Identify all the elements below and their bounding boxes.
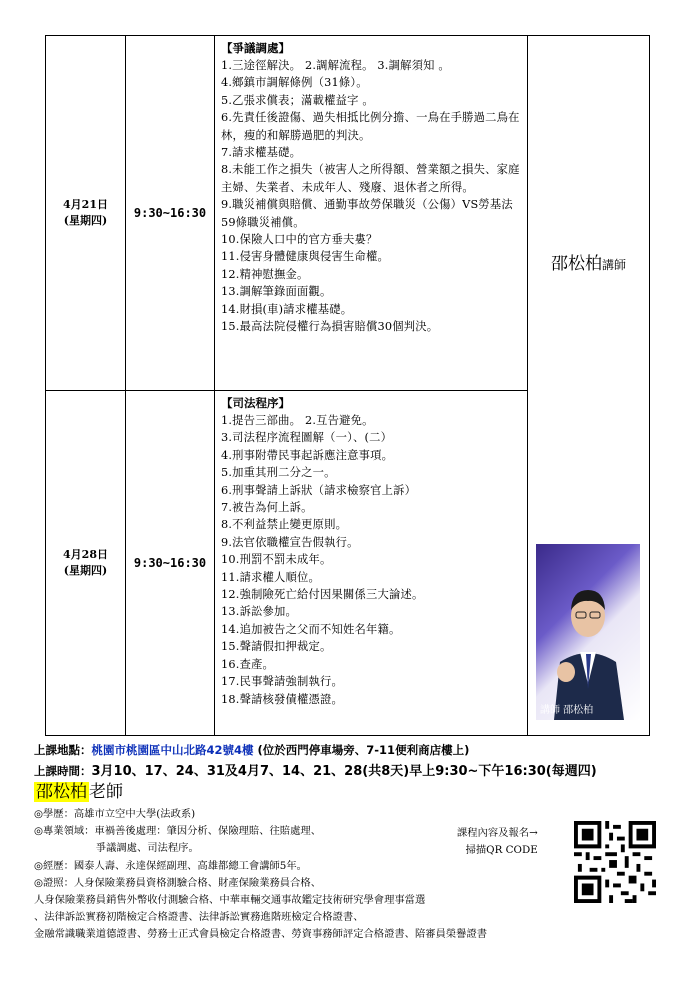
- topic-item: 18.聲請核發債權憑證。: [221, 692, 344, 706]
- topic-item: 13.調解筆錄面面觀。: [221, 285, 332, 299]
- session-date: 4月28日: [63, 548, 108, 561]
- instructor-photo: [536, 544, 640, 720]
- session-time: 9:30~16:30: [126, 391, 215, 736]
- topic-item: 5.加重其刑二分之一。: [221, 466, 336, 480]
- topic-item: 14.財損(車)請求權基礎。: [221, 302, 353, 316]
- topic-item: 9.法官依職權宣告假執行。: [221, 535, 359, 549]
- instructor-title: 講師: [601, 258, 626, 272]
- session-heading: 【爭議調處】: [221, 41, 290, 55]
- topic-item: 15.最高法院侵權行為損害賠償30個判決。: [221, 320, 439, 334]
- bio-line: ◎證照：人身保險業務員資格測驗合格、財產保險業務員合格、: [34, 876, 321, 889]
- teacher-bio: [34, 806, 654, 944]
- instructor-name: 邵松柏: [550, 254, 602, 274]
- instructor-label: [528, 249, 649, 274]
- session-weekday: (星期四): [63, 564, 108, 577]
- topic-item: 9.職災補償與賠償、通勤事故勞保職災（公傷）VS勞基法59條職災補償。: [221, 198, 513, 229]
- topic-item: 12.強制險死亡給付因果關係三大論述。: [221, 588, 424, 602]
- topic-item: 14.追加被告之父而不知姓名年籍。: [221, 622, 401, 636]
- instructor-cell: [528, 36, 650, 736]
- schedule-label: 上課時間：: [34, 764, 92, 778]
- session-date: 4月21日: [63, 198, 108, 211]
- topic-item: 6.刑事聲請上訴狀（請求檢察官上訴）: [221, 483, 417, 497]
- session-weekday: (星期四): [63, 214, 108, 227]
- bio-line: ◎專業領域：車禍善後處理：肇因分析、保險理賠、往賠處理、: [34, 825, 321, 838]
- topic-item: 12.精神慰撫金。: [221, 267, 309, 281]
- qr-note: [457, 825, 538, 859]
- topic-item: 1.提告三部曲。 2.互告避免。: [221, 414, 374, 427]
- session-time: 9:30~16:30: [126, 36, 215, 391]
- session-topics-cell: [215, 36, 528, 391]
- instructor-portrait: [536, 544, 640, 720]
- topic-item: 11.請求權人順位。: [221, 570, 321, 584]
- topic-item: 17.民事聲請強制執行。: [221, 675, 344, 689]
- bio-line: 、法律訴訟實務初階檢定合格證書、法律訴訟實務進階班檢定合格證書、: [34, 911, 364, 924]
- topic-item: 4.刑事附帶民事起訴應注意事項。: [221, 448, 394, 462]
- topic-item: 11.侵害身體健康與侵害生命權。: [221, 250, 390, 264]
- bio-line: 人身保險業務員銷售外幣收付測驗合格、中華車輛交通事故鑑定技術研究學會理事當選: [34, 894, 426, 907]
- topic-item: 1.三途徑解決。 2.調解流程。 3.調解須知 。: [221, 59, 450, 72]
- qr-note-line: 掃描QR CODE: [465, 844, 538, 856]
- topic-item: 6.先責任後證傷、過失相抵比例分擔、一鳥在手勝過二鳥在林，瘦的和解勝過肥的判決。: [221, 111, 520, 142]
- topic-item: 5.乙張求償表；滿載權益字 。: [221, 93, 374, 107]
- photo-caption: 講師 邵松柏: [540, 705, 594, 716]
- bio-line: 金融常識職業道德證書、勞務士正式會員檢定合格證書、勞資事務師評定合格證書、陪審員榮譽證書: [34, 928, 488, 941]
- bio-line: 爭議調處、司法程序。: [34, 842, 199, 855]
- teacher-name: 邵松柏: [36, 782, 87, 802]
- topic-item: 4.鄉鎮市調解條例（31條）。: [221, 76, 368, 90]
- qr-note-line: 課程內容及報名→: [457, 827, 538, 839]
- bio-line: ◎學歷：高雄市立空中大學(法政系): [34, 808, 196, 820]
- topic-item: 10.刑罰不罰未成年。: [221, 553, 332, 567]
- teacher-suffix: 老師: [89, 782, 123, 802]
- topic-list: [221, 412, 527, 708]
- bio-line: ◎經歷：國泰人壽、永達保經副理、高雄都總工會講師5年。: [34, 859, 307, 872]
- session-date-cell: [46, 391, 126, 736]
- session-heading: 【司法程序】: [221, 396, 290, 410]
- session-row: [46, 36, 650, 391]
- topic-item: 15.聲請假扣押裁定。: [221, 640, 332, 654]
- topic-item: 13.訴訟參加。: [221, 605, 298, 619]
- schedule-text: 3月10、17、24、31及4月7、14、21、28(共8天)早上9:30~下午16:30(每週四): [91, 764, 597, 779]
- schedule-table: [45, 35, 650, 736]
- topic-item: 10.保險人口中的官方垂夫婁？: [221, 233, 378, 247]
- topic-item: 7.被告為何上訴。: [221, 501, 313, 515]
- session-date-cell: [46, 36, 126, 391]
- topic-item: 8.不利益禁止變更原則。: [221, 518, 348, 532]
- qr-code[interactable]: [574, 821, 656, 903]
- location-line: [34, 742, 469, 758]
- topic-item: 8.未能工作之損失（被害人之所得額、營業額之損失、家庭主婦、失業者、未成年人、殘廢、退休者之所得。: [221, 163, 520, 194]
- location-note: (位於西門停車場旁、7-11便利商店樓上): [257, 743, 470, 757]
- topic-item: 16.查產。: [221, 657, 275, 671]
- teacher-heading: [34, 777, 123, 802]
- location-address: 桃園市桃園區中山北路42號4樓: [91, 743, 254, 757]
- topic-list: [221, 57, 527, 336]
- session-topics-cell: [215, 391, 528, 736]
- topic-item: 7.請求權基礎。: [221, 146, 302, 160]
- topic-item: 3.司法程序流程圖解（一）、(二）: [221, 431, 393, 445]
- location-label: 上課地點：: [34, 743, 92, 757]
